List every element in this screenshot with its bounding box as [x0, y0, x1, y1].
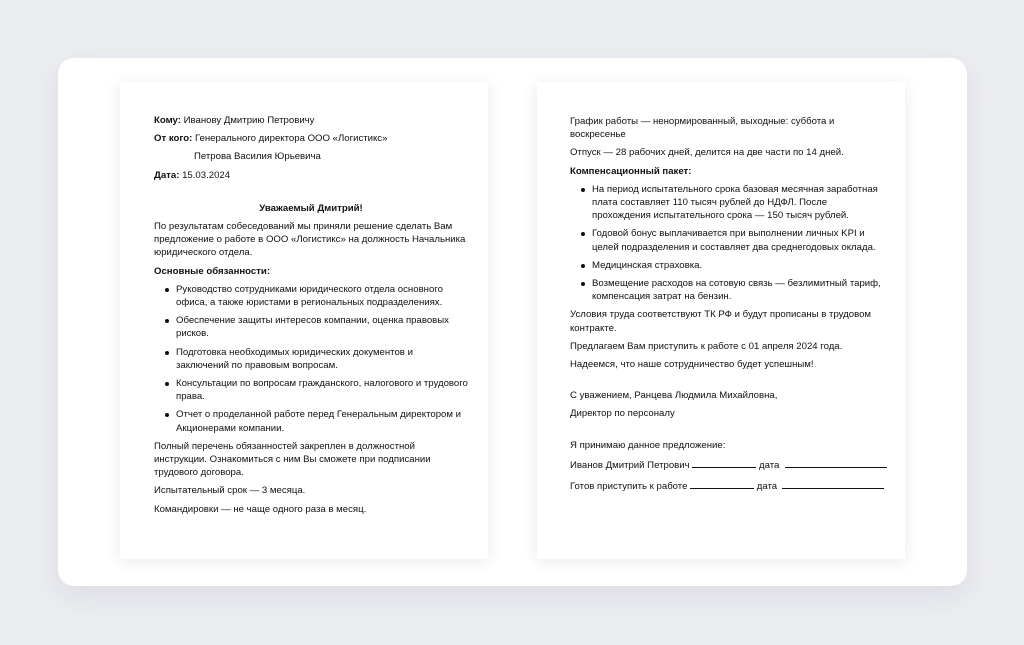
regards-line: С уважением, Ранцева Людмила Михайловна, — [570, 390, 778, 402]
duties-note: Полный перечень обязанностей закреплен в должностной инструкции. Ознакомиться с ним Вы сможете при подписании трудового договора. — [154, 440, 431, 479]
sender-label: От кого: — [154, 133, 193, 145]
sender-line — [154, 132, 468, 145]
list-item: Возмещение расходов на сотовую связь — безлимитный тариф, компенсация затрат на бензин. — [592, 277, 885, 303]
sender-name: Петрова Василия Юрьевича — [194, 151, 321, 163]
compensation-list — [570, 183, 885, 304]
signature-row-name — [570, 457, 885, 472]
date-word: дата — [756, 481, 778, 493]
list-item: На период испытательного срока базовая месячная заработная плата составляет 110 тысяч рублей до НДФЛ. После прохождения испытательного срока — 150 тысяч рублей. — [592, 183, 885, 223]
vacation-line: Отпуск — 28 рабочих дней, делится на две части по 14 дней. — [570, 147, 844, 159]
list-item: Подготовка необходимых юридических документов и заключений по правовым вопросам. — [176, 346, 468, 372]
date-value: 15.03.2024 — [182, 169, 231, 181]
probation-line: Испытательный срок — 3 месяца. — [154, 485, 306, 497]
signature-field[interactable] — [692, 457, 756, 468]
greeting: Уважаемый Дмитрий! — [259, 202, 363, 214]
list-item: Консультации по вопросам гражданского, налогового и трудового права. — [176, 378, 468, 403]
schedule-line: График работы — ненормированный, выходные: суббота и воскресенье — [570, 116, 835, 141]
list-item: Руководство сотрудниками юридического отдела основного офиса, а также юристами в региональных подразделениях. — [176, 283, 468, 309]
signature-name-label: Иванов Дмитрий Петрович — [570, 459, 690, 471]
date-word: дата — [758, 459, 780, 471]
recipient-name: Иванову Дмитрию Петровичу — [183, 115, 315, 126]
duties-heading: Основные обязанности: — [154, 265, 271, 277]
list-item: Обеспечение защиты интересов компании, оценка правовых рисков. — [176, 314, 468, 340]
letter-page-1 — [120, 82, 488, 559]
conditions-line: Условия труда соответствуют ТК РФ и будут прописаны в трудовом контракте. — [570, 309, 872, 334]
list-item: Годовой бонус выплачивается при выполнении личных KPI и целей подразделения и составляет два среднегодовых оклада. — [592, 227, 885, 253]
letter-page-2 — [537, 82, 905, 559]
intro-paragraph: По результатам собеседований мы приняли решение сделать Вам предложение о работе в ООО «Логистикс» на должность Начальника юридического отдела. — [154, 221, 466, 259]
list-item: Медицинская страховка. — [592, 259, 885, 272]
list-item: Отчет о проделанной работе перед Генеральным директором и Акционерами компании. — [176, 408, 468, 434]
hope-line: Надеемся, что наше сотрудничество будет успешным! — [570, 359, 814, 371]
duties-list — [154, 283, 468, 435]
signature-row-start — [570, 478, 885, 493]
business-trips-line: Командировки — не чаще одного раза в месяц. — [154, 503, 367, 515]
position-line: Директор по персоналу — [570, 408, 675, 420]
date-label: Дата: — [154, 169, 180, 181]
signature-field[interactable] — [690, 478, 754, 489]
date-field[interactable] — [782, 478, 884, 489]
start-offer-line: Предлагаем Вам приступить к работе с 01 апреля 2024 года. — [570, 340, 843, 352]
recipient-line — [154, 114, 468, 127]
acceptance-line: Я принимаю данное предложение: — [570, 439, 726, 451]
date-line — [154, 169, 468, 182]
recipient-label: Кому: — [154, 115, 181, 126]
sender-company: Генерального директора ООО «Логистикс» — [194, 133, 388, 145]
date-field[interactable] — [785, 457, 887, 468]
compensation-heading: Компенсационный пакет: — [570, 165, 692, 177]
start-work-label: Готов приступить к работе — [570, 481, 688, 493]
